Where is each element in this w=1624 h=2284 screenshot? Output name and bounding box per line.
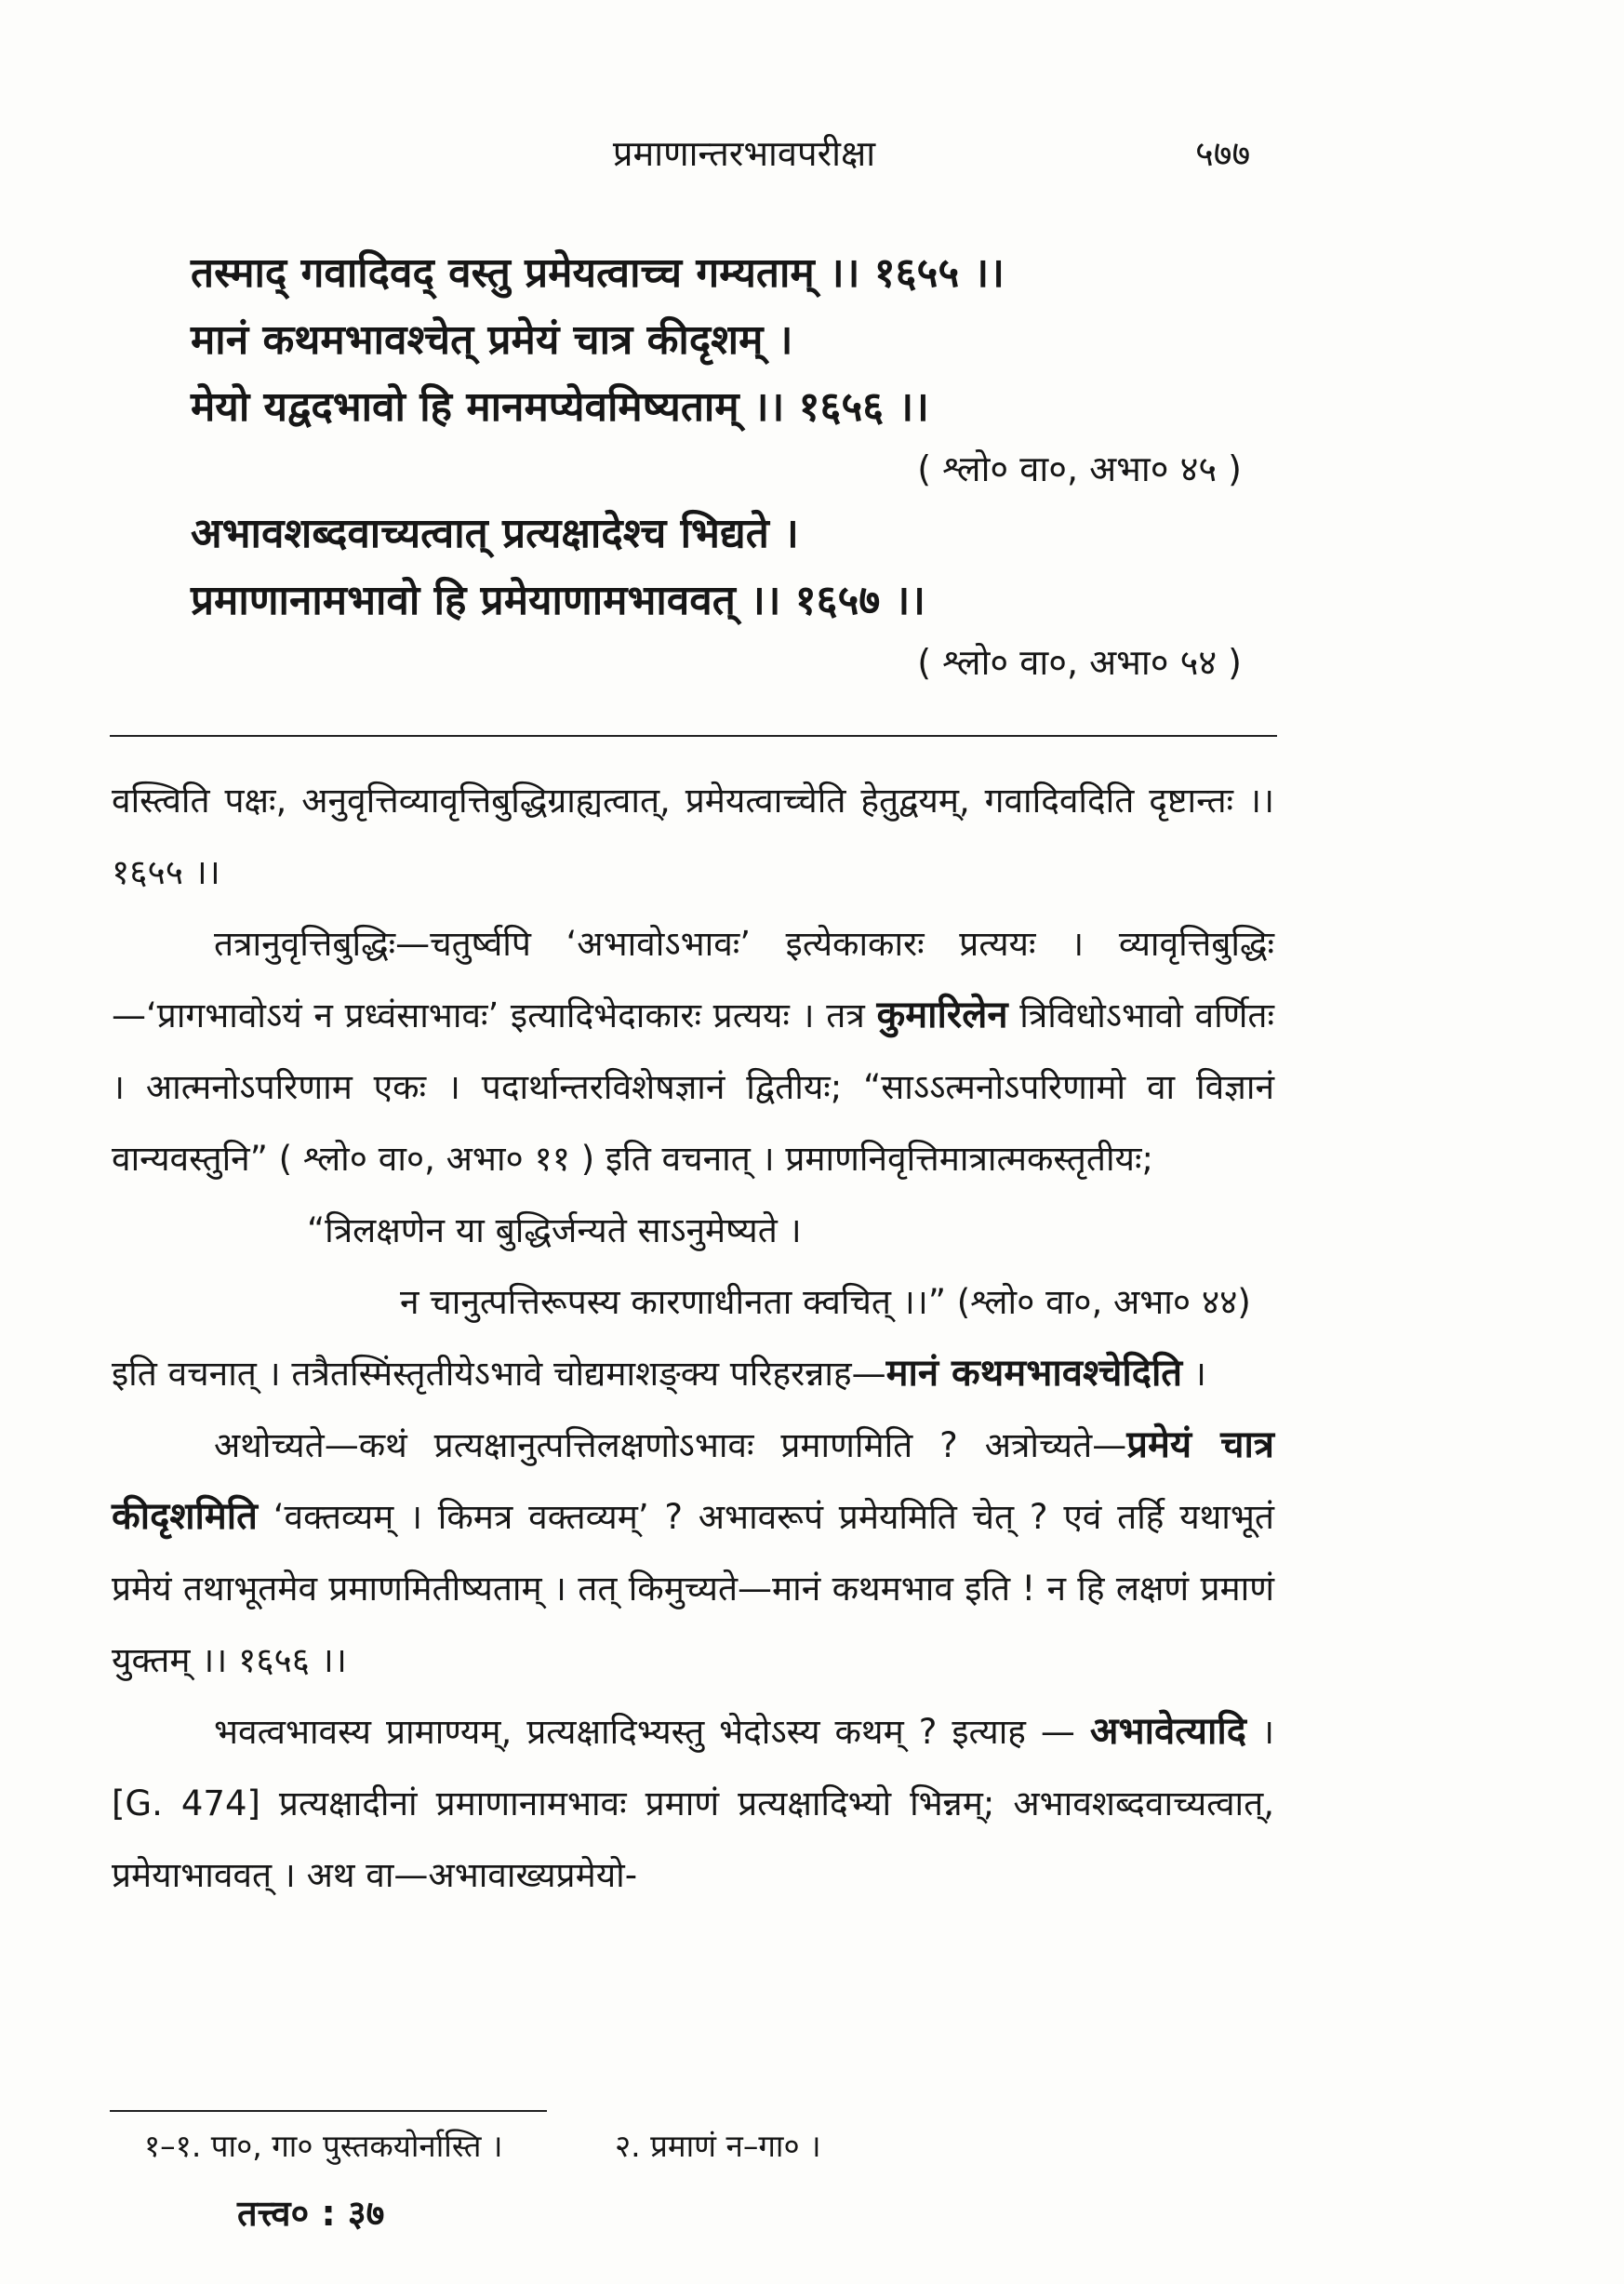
paragraph-text: ‘वक्तव्यम् । किमत्र वक्तव्यम्’ ? अभावरूपं प्रमेयमिति चेत् ? एवं तर्हि यथाभूतं प्रमेयं तथाभूतमेव प्रमाणमितीष्यताम् । तत् किमुच्यते—मानं कथमभाव इति ! न हि लक्षणं प्रमाणं युक्तम् ।। १६५६ ।। [112, 1497, 1274, 1680]
author-name: कुमारिलेन [876, 994, 1008, 1036]
verse-line: तस्माद् गवादिवद् वस्तु प्रमेयत्वाच्च गम्यताम् ।। १६५५ ।। [191, 249, 1005, 297]
footnote: २. प्रमाणं न–गा० । [614, 2128, 821, 2164]
commentary [112, 765, 1274, 1911]
verse-pratika: प्रमेयं चात्र कीदृशमिति [112, 1423, 1274, 1538]
verse-line: मानं कथमभावश्चेत् प्रमेयं चात्र कीदृशम् । [191, 316, 793, 364]
quoted-verse-line: न चानुत्पत्तिरूपस्य कारणाधीनता क्वचित् ।।” (श्लो० वा०, अभा० ४४) [400, 1282, 1251, 1322]
running-head: प्रमाणान्तरभावपरीक्षा [612, 133, 876, 174]
verse-pratika: अभावेत्यादि [1089, 1710, 1246, 1753]
verse-1655 [191, 240, 1251, 307]
quoted-verse-line: “त्रिलक्षणेन या बुद्धिर्जन्यते साऽनुमेष्यते । [307, 1210, 802, 1250]
paragraph-text: भवत्वभावस्य प्रामाण्यम्, प्रत्यक्षादिभ्यस्तु भेदोऽस्य कथम् ? इत्याह — [214, 1712, 1075, 1752]
verse-reference: ( श्लो० वा०, अभा० ४५ ) [917, 448, 1242, 489]
verse-pratika: मानं कथमभावश्चेदिति [885, 1352, 1183, 1395]
paragraph-text: । [1182, 1354, 1206, 1394]
footnote: १–१. पा०, गा० पुस्तकयोर्नास्ति । [144, 2128, 503, 2164]
printer-signature: तत्त्व० : ३७ [237, 2193, 385, 2234]
commentary-paragraph [112, 1696, 1274, 1911]
paragraph-text: तत्रानुवृत्तिबुद्धिः—चतुर्ष्वपि ‘अभावोऽभावः’ इत्येकाकारः प्रत्ययः । व्यावृत्तिबुद्धिः—‘प्रागभावोऽयं न प्रध्वंसाभावः’ इत्यादिभेदाकारः प्रत्ययः । तत्र [112, 924, 1274, 1035]
commentary-paragraph [112, 1338, 1274, 1409]
paragraph-text: इति वचनात् । तत्रैतस्मिंस्तृतीयेऽभावे चोद्यमाशङ्क्य परिहरन्नाह— [112, 1354, 886, 1394]
verse-reference: ( श्लो० वा०, अभा० ५४ ) [917, 642, 1242, 683]
page-number: ५७७ [1195, 133, 1251, 174]
verse-line: प्रमाणानामभावो हि प्रमेयाणामभाववत् ।। १६५७ ।। [191, 577, 925, 624]
verse-1657 [191, 501, 1251, 690]
commentary-paragraph [112, 1409, 1274, 1696]
commentary-paragraph: वस्त्विति पक्षः, अनुवृत्तिव्यावृत्तिबुद्धिग्राह्यत्वात्, प्रमेयत्वाच्चेति हेतुद्वयम्, गवादिवदिति दृष्टान्तः ।। १६५५ ।। [112, 781, 1274, 892]
paragraph-text: त्रिविधोऽभावो वर्णितः । आत्मनोऽपरिणाम एकः । पदार्थान्तरविशेषज्ञानं द्वितीयः; “साऽऽत्मनोऽपरिणामो वा विज्ञानं वान्यवस्तुनि” ( श्लो० वा०, अभा० ११ ) इति वचनात् । प्रमाणनिवृत्तिमात्रात्मकस्तृतीयः; [112, 995, 1274, 1179]
verse-1656 [191, 307, 1251, 497]
verse-line: अभावशब्दवाच्यत्वात् प्रत्यक्षादेश्च भिद्यते । [191, 510, 799, 557]
paragraph-text: । [G. 474] प्रत्यक्षादीनां प्रमाणानामभावः प्रमाणं प्रत्यक्षादिभ्यो भिन्नम्; अभावशब्दवाच्यत्वात्, प्रमेयाभाववत् । अथ वा—अभावाख्यप्रमेयो- [112, 1712, 1274, 1895]
verse-line: मेयो यद्वदभावो हि मानमप्येवमिष्यताम् ।। १६५६ ।। [191, 383, 929, 431]
footnotes [144, 2124, 1260, 2166]
footnote-divider [110, 2110, 547, 2112]
paragraph-text: अथोच्यते—कथं प्रत्यक्षानुत्पत्तिलक्षणोऽभावः प्रमाणमिति ? अत्रोच्यते— [214, 1425, 1127, 1465]
verse-divider [110, 735, 1277, 737]
commentary-paragraph [112, 908, 1274, 1195]
